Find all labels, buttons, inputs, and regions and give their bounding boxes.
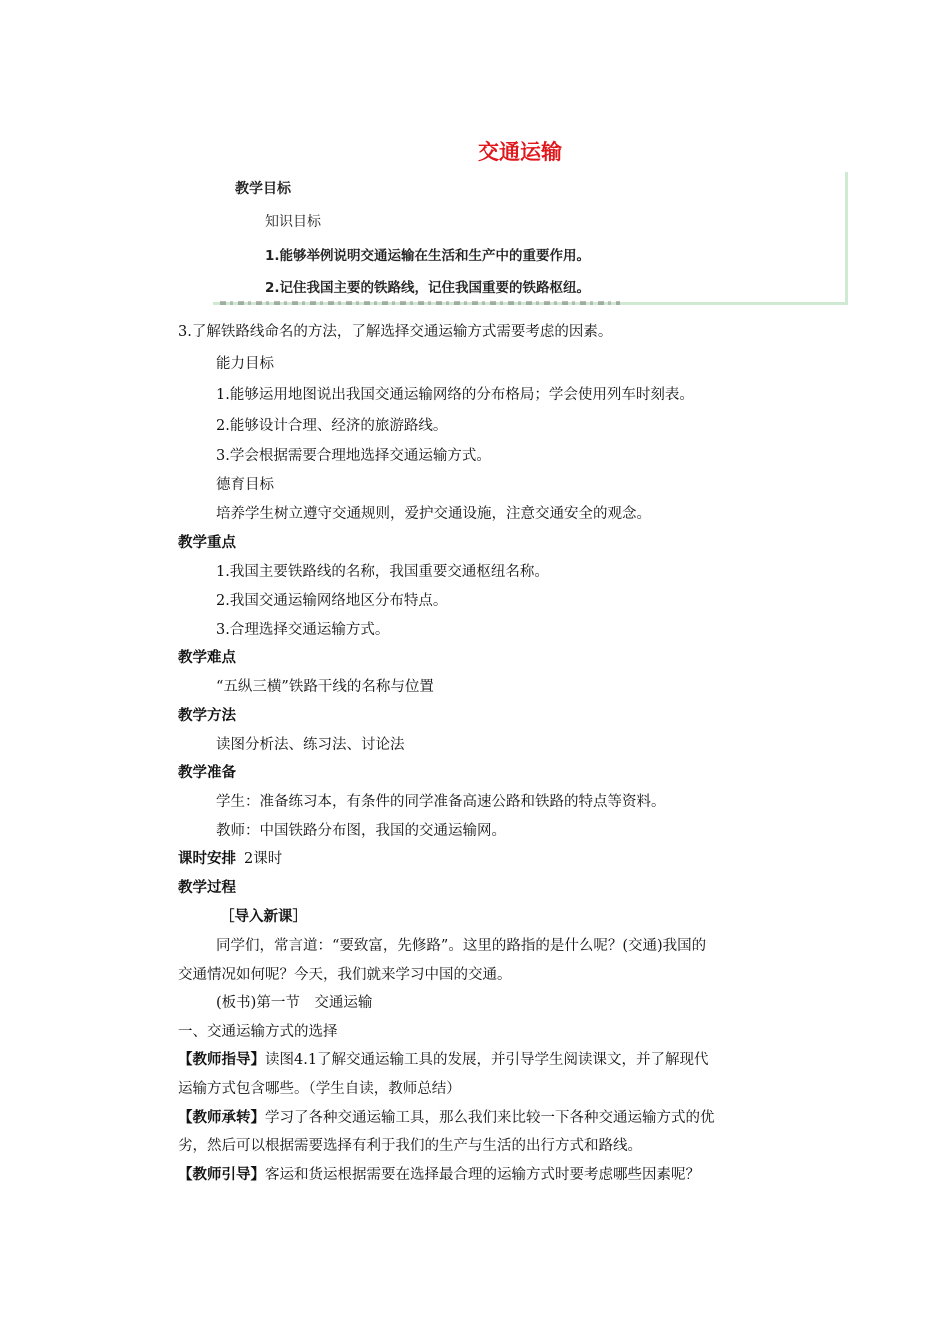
teacher-lead-text: 客运和货运根据需要在选择最合理的运输方式时要考虑哪些因素呢？ [265, 1167, 700, 1183]
objective-3: 3.了解铁路线命名的方法，了解选择交通运输方式需要考虑的因素。 [178, 324, 613, 340]
intro-heading: ［导入新课］ [220, 909, 307, 925]
difficulty-text: “五纵三横”铁路干线的名称与位置 [216, 679, 434, 695]
ability-1: 1.能够运用地图说出我国交通运输网络的分布格局；学会使用列车时刻表。 [216, 387, 694, 403]
section-schedule: 课时安排 [178, 851, 236, 867]
snippet-subheading: 知识目标 [265, 214, 321, 230]
section-process: 教学过程 [178, 880, 236, 896]
section-preparation: 教学准备 [178, 765, 236, 781]
tag-teacher-guide: 【教师指导】 [178, 1052, 265, 1068]
section-key-points: 教学重点 [178, 535, 236, 551]
schedule-value: 2课时 [244, 851, 283, 867]
schedule-line [178, 847, 282, 868]
intro-text-1: 同学们，常言道：“要致富，先修路”。这里的路指的是什么呢？(交通)我国的 [216, 938, 707, 954]
key-point-3: 3.合理选择交通运输方式。 [216, 622, 390, 638]
tag-teacher-transition: 【教师承转】 [178, 1110, 265, 1126]
snippet-item-2: 2.记住我国主要的铁路线，记住我国重要的铁路枢纽。 [265, 280, 591, 296]
teacher-transition-line [178, 1106, 715, 1127]
moral-text: 培养学生树立遵守交通规则，爱护交通设施，注意交通安全的观念。 [216, 506, 651, 522]
key-point-2: 2.我国交通运输网络地区分布特点。 [216, 593, 448, 609]
cropped-text-remnant [220, 301, 620, 305]
section-difficulty: 教学难点 [178, 650, 236, 666]
methods-text: 读图分析法、练习法、讨论法 [216, 737, 405, 753]
teacher-transition-text: 学习了各种交通运输工具，那么我们来比较一下各种交通运输方式的优 [265, 1110, 715, 1126]
intro-text-2: 交通情况如何呢？今天，我们就来学习中国的交通。 [178, 967, 512, 983]
teacher-guide-text: 读图4.1了解交通运输工具的发展，并引导学生阅读课文，并了解现代 [265, 1052, 709, 1068]
teacher-lead-line [178, 1163, 700, 1184]
board-note: (板书)第一节 交通运输 [216, 995, 373, 1011]
subsection-heading: 一、交通运输方式的选择 [178, 1024, 338, 1040]
teacher-guide-line [178, 1048, 709, 1069]
moral-heading: 德育目标 [216, 477, 274, 493]
tag-teacher-lead: 【教师引导】 [178, 1167, 265, 1183]
ability-3: 3.学会根据需要合理地选择交通运输方式。 [216, 448, 491, 464]
preparation-students: 学生：准备练习本，有条件的同学准备高速公路和铁路的特点等资料。 [216, 794, 666, 810]
teacher-transition-text-2: 劣，然后可以根据需要选择有利于我们的生产与生活的出行方式和路线。 [178, 1138, 642, 1154]
snippet-heading: 教学目标 [235, 181, 291, 197]
page-title: 交通运输 [478, 140, 562, 164]
section-methods: 教学方法 [178, 708, 236, 724]
snippet-item-1: 1.能够举例说明交通运输在生活和生产中的重要作用。 [265, 248, 591, 264]
preparation-teacher: 教师：中国铁路分布图，我国的交通运输网。 [216, 823, 506, 839]
ability-2: 2.能够设计合理、经济的旅游路线。 [216, 418, 448, 434]
ability-heading: 能力目标 [216, 356, 274, 372]
embedded-objectives-image [213, 172, 848, 305]
key-point-1: 1.我国主要铁路线的名称，我国重要交通枢纽名称。 [216, 564, 549, 580]
teacher-guide-text-2: 运输方式包含哪些。（学生自读，教师总结） [178, 1081, 461, 1097]
